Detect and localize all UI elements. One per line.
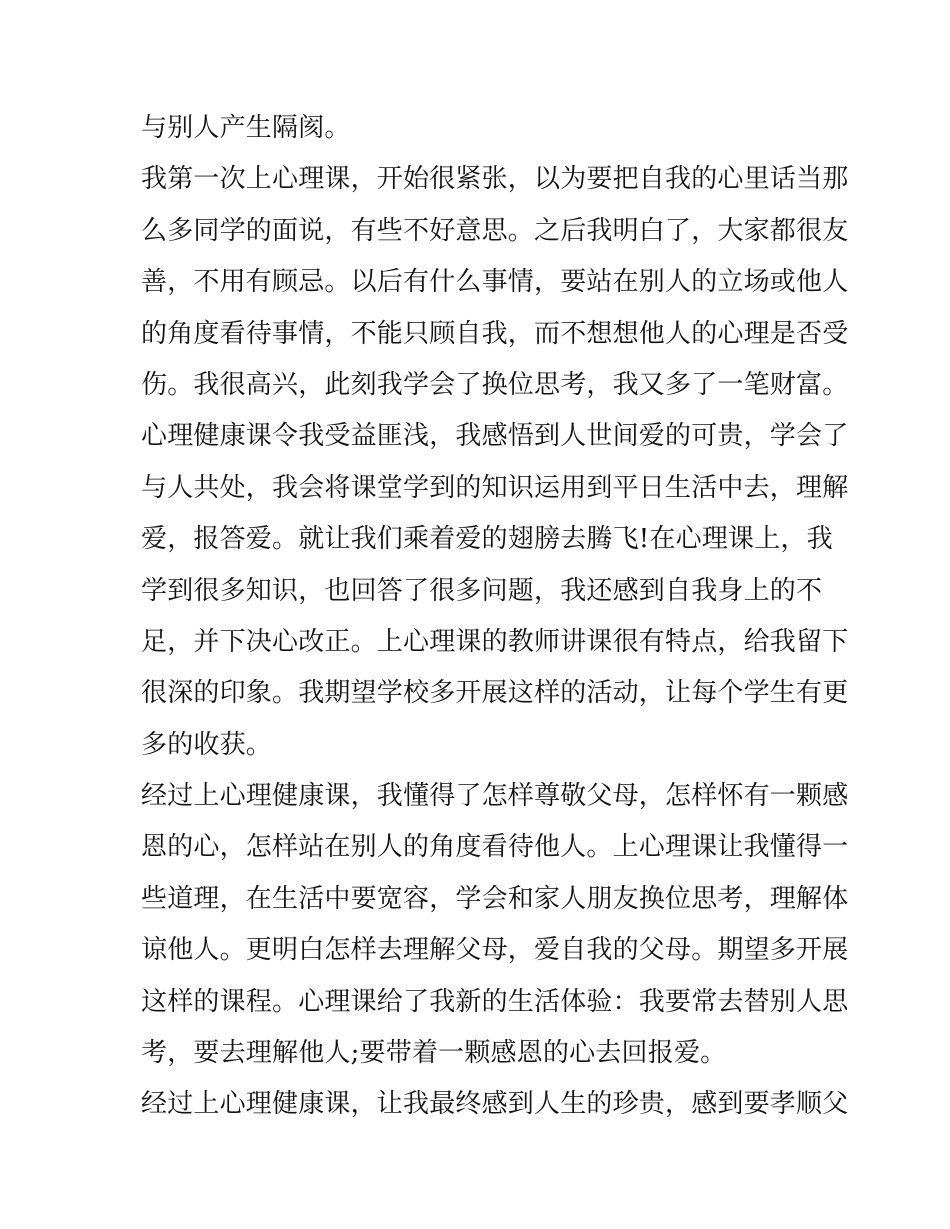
text-line: 心理健康课令我受益匪浅，我感悟到人世间爱的可贵，学会了 — [141, 421, 849, 452]
document-body — [141, 103, 849, 1131]
text-line: 谅他人。更明白怎样去理解父母，爱自我的父母。期望多开展 — [141, 935, 849, 966]
text-line: 么多同学的面说，有些不好意思。之后我明白了，大家都很友 — [141, 215, 849, 246]
text-line: 学到很多知识，也回答了很多问题，我还感到自我身上的不 — [141, 575, 823, 606]
text-line: 的角度看待事情，不能只顾自我，而不想想他人的心理是否受 — [141, 318, 849, 349]
text-line: 经过上心理健康课，我懂得了怎样尊敬父母，怎样怀有一颗感 — [141, 781, 849, 812]
text-line: 与人共处，我会将课堂学到的知识运用到平日生活中去，理解 — [141, 472, 849, 503]
text-line: 些道理，在生活中要宽容，学会和家人朋友换位思考，理解体 — [141, 883, 849, 914]
text-line: 爱，报答爱。就让我们乘着爱的翅膀去腾飞!在心理课上，我 — [141, 524, 833, 555]
text-line: 我第一次上心理课，开始很紧张，以为要把自我的心里话当那 — [141, 164, 849, 195]
text-line: 考，要去理解他人;要带着一颗感恩的心去回报爱。 — [141, 1038, 727, 1069]
text-line: 多的收获。 — [141, 729, 273, 760]
text-line: 与别人产生隔阂。 — [141, 113, 351, 143]
text-line: 伤。我很高兴，此刻我学会了换位思考，我又多了一笔财富。 — [141, 369, 849, 400]
text-line: 经过上心理健康课，让我最终感到人生的珍贵，感到要孝顺父 — [141, 1089, 849, 1120]
text-line: 很深的印象。我期望学校多开展这样的活动，让每个学生有更 — [141, 678, 849, 709]
text-line: 恩的心，怎样站在别人的角度看待他人。上心理课让我懂得一 — [141, 832, 849, 863]
text-line: 善，不用有顾忌。以后有什么事情，要站在别人的立场或他人 — [141, 267, 849, 298]
text-line: 这样的课程。心理课给了我新的生活体验：我要常去替别人思 — [141, 986, 849, 1017]
text-line: 足，并下决心改正。上心理课的教师讲课很有特点，给我留下 — [141, 626, 849, 657]
